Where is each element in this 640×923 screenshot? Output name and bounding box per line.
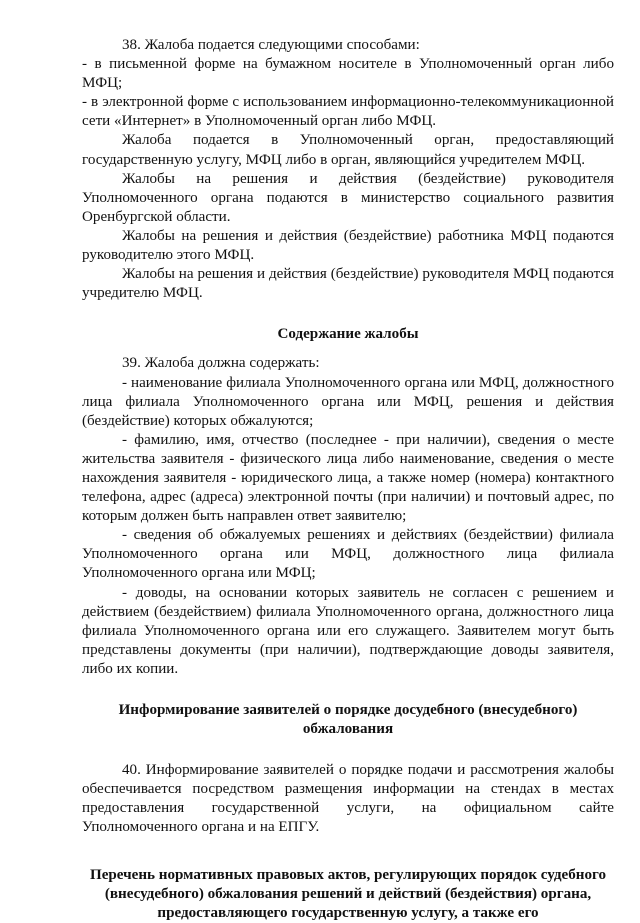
paragraph-38-worker: Жалобы на решения и действия (бездействие) работника МФЦ подаются руководителю этого МФЦ. [82,227,614,264]
paragraph-38-head: Жалобы на решения и действия (бездействие) руководителя МФЦ подаются учредителю МФЦ. [82,266,614,302]
spacer [82,739,614,761]
paragraph-39-name: - наименование филиала Уполномоченного органа или МФЦ, должностного лица филиала Уполномоченного органа или МФЦ, решения и действия (бездействие) которых обжалуются; [82,374,614,429]
heading-informing-applicants: Информирование заявителей о порядке досудебного (внесудебного) обжалования [118,702,578,738]
heading-complaint-content: Содержание жалобы [277,326,419,343]
spacer [82,303,614,325]
paragraph-40: 40. Информирование заявителей о порядке подачи и рассмотрения жалобы обеспечивается посредством размещения информации на стендах в местах предоставления государственной услуги, на официальном сайте Уполномоченного органа и на ЕПГУ. [82,762,614,836]
paragraph-38-submit: Жалоба подается в Уполномоченный орган, предоставляющий государственную услугу, МФЦ либо в орган, являющийся учредителем МФЦ. [82,132,614,168]
paragraph-39-arguments: - доводы, на основании которых заявитель не согласен с решением и действием (бездействием) филиала Уполномоченного органа, должностного лица филиала Уполномоченного органа или его служащего. Заявителем могут быть представлены документы (при наличии), подтверждающие доводы заявителя, либо их копии. [82,584,614,677]
paragraph-38-intro: 38. Жалоба подается следующими способами: [122,37,420,53]
spacer [82,679,614,701]
paragraph-39-applicant: - фамилию, имя, отчество (последнее - при наличии), сведения о месте жительства заявителя - физического лица либо наименование, сведения о месте нахождения заявителя - юридического лица, а также номер (номера) контактного телефона, адрес (адреса) электронной почты (при наличии) и почтовый адрес, по которым должен быть направлен ответ заявителю; [82,431,614,525]
paragraph-38-electronic: - в электронной форме с использованием информационно-телекоммуникационной сети «Интернет» в Уполномоченный орган либо МФЦ. [82,94,614,130]
paragraph-39-intro: 39. Жалоба должна содержать: [122,355,320,372]
paragraph-38-ministry: Жалобы на решения и действия (бездействие) руководителя Уполномоченного органа подаются в министерство социального развития Оренбургской области. [82,170,614,225]
paragraph-38-written: - в письменной форме на бумажном носителе в Уполномоченный орган либо МФЦ; [82,56,614,92]
paragraph-39-decisions: - сведения об обжалуемых решениях и действиях (бездействии) филиала Уполномоченного органа или МФЦ, должностного лица филиала Уполномоченного органа или МФЦ; [82,527,614,582]
heading-legal-acts-list: Перечень нормативных правовых актов, регулирующих порядок судебного (внесудебного) обжалования решений и действий (бездействия) органа, предоставляющего государственную услугу, а также его [89,866,607,921]
spacer [82,344,614,354]
spacer [82,838,614,866]
